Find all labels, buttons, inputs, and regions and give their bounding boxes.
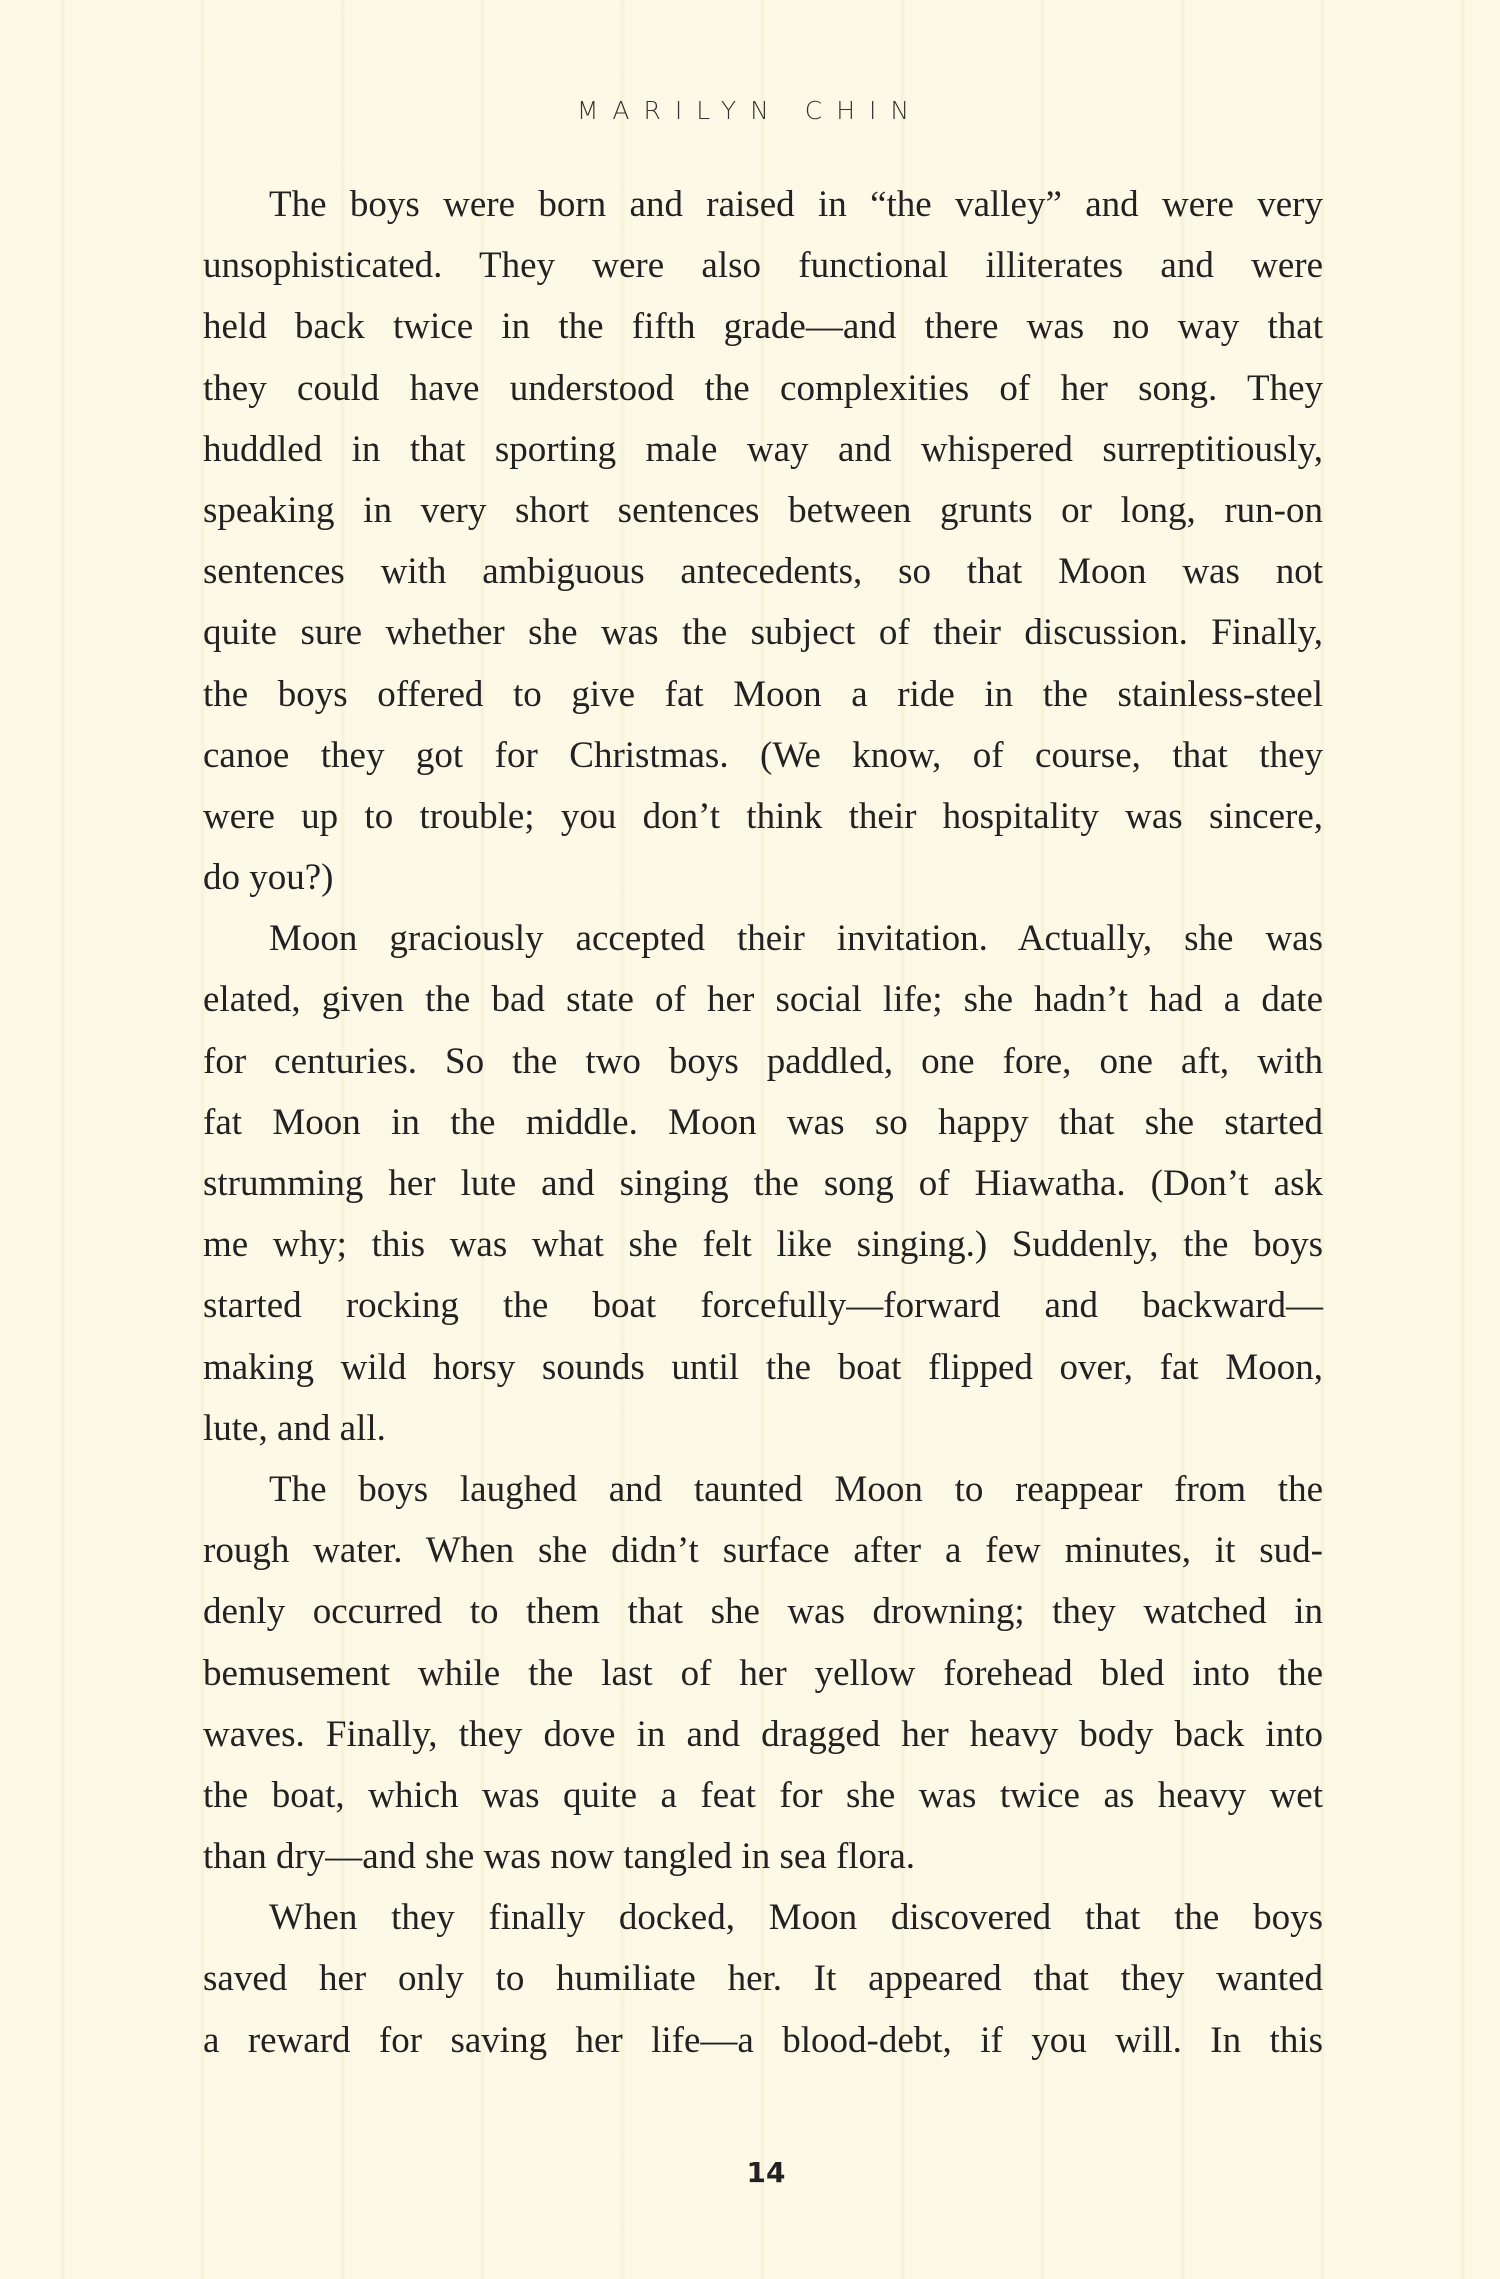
text-line: huddled in that sporting male way and whispered surreptitiously, — [203, 428, 1323, 470]
text-line: waves. Finally, they dove in and dragged her heavy body back into — [203, 1713, 1323, 1755]
text-line: the boys offered to give fat Moon a ride in the stainless-steel — [203, 673, 1323, 715]
text-line: strumming her lute and singing the song of Hiawatha. (Don’t ask — [203, 1163, 1323, 1204]
text-line: The boys were born and raised in “the valley” and were very — [269, 184, 1323, 225]
text-line: quite sure whether she was the subject of their discussion. Finally, — [203, 612, 1323, 654]
text-line: When they finally docked, Moon discovered that the boys — [269, 1897, 1323, 1939]
text-line: the boat, which was quite a feat for she was twice as heavy wet — [203, 1774, 1323, 1816]
text-line: rough water. When she didn’t surface after a few minutes, it sud- — [203, 1530, 1323, 1572]
text-line: started rocking the boat forcefully—forward and backward— — [203, 1285, 1323, 1327]
text-line: unsophisticated. They were also functional illiterates and were — [203, 245, 1323, 287]
running-header-author: MARILYN CHIN — [576, 96, 924, 125]
page-number: 14 — [746, 2156, 786, 2189]
body-text — [203, 174, 1323, 2071]
text-line: canoe they got for Christmas. (We know, of course, that they — [203, 734, 1323, 776]
text-line: denly occurred to them that she was drowning; they watched in — [203, 1591, 1323, 1633]
text-line: they could have understood the complexities of her song. They — [203, 367, 1323, 409]
text-line: sentences with ambiguous antecedents, so that Moon was not — [203, 551, 1323, 593]
text-line: fat Moon in the middle. Moon was so happy that she started — [203, 1101, 1323, 1143]
text-line: than dry—and she was now tangled in sea flora. — [203, 1836, 916, 1878]
text-line: Moon graciously accepted their invitation. Actually, she was — [269, 918, 1323, 960]
text-line: saved her only to humiliate her. It appeared that they wanted — [203, 1958, 1323, 2000]
text-line: do you?) — [203, 857, 334, 899]
text-line: speaking in very short sentences between grunts or long, run-on — [203, 489, 1323, 531]
paragraph — [203, 1459, 1323, 1887]
text-line: me why; this was what she felt like singing.) Suddenly, the boys — [203, 1224, 1323, 1266]
text-line: were up to trouble; you don’t think their hospitality was sincere, — [203, 795, 1323, 837]
text-line: elated, given the bad state of her social life; she hadn’t had a date — [203, 979, 1323, 1021]
paragraph — [203, 908, 1323, 1459]
text-line: a reward for saving her life—a blood-debt, if you will. In this — [203, 2019, 1323, 2061]
text-line: lute, and all. — [203, 1407, 386, 1449]
text-line: bemusement while the last of her yellow forehead bled into the — [203, 1652, 1323, 1694]
paragraph — [203, 174, 1323, 908]
text-line: for centuries. So the two boys paddled, one fore, one aft, with — [203, 1040, 1323, 1082]
text-line: The boys laughed and taunted Moon to reappear from the — [269, 1468, 1323, 1510]
text-line: held back twice in the fifth grade—and there was no way that — [203, 306, 1323, 348]
text-line: making wild horsy sounds until the boat flipped over, fat Moon, — [203, 1346, 1323, 1388]
paragraph — [203, 1887, 1323, 2071]
